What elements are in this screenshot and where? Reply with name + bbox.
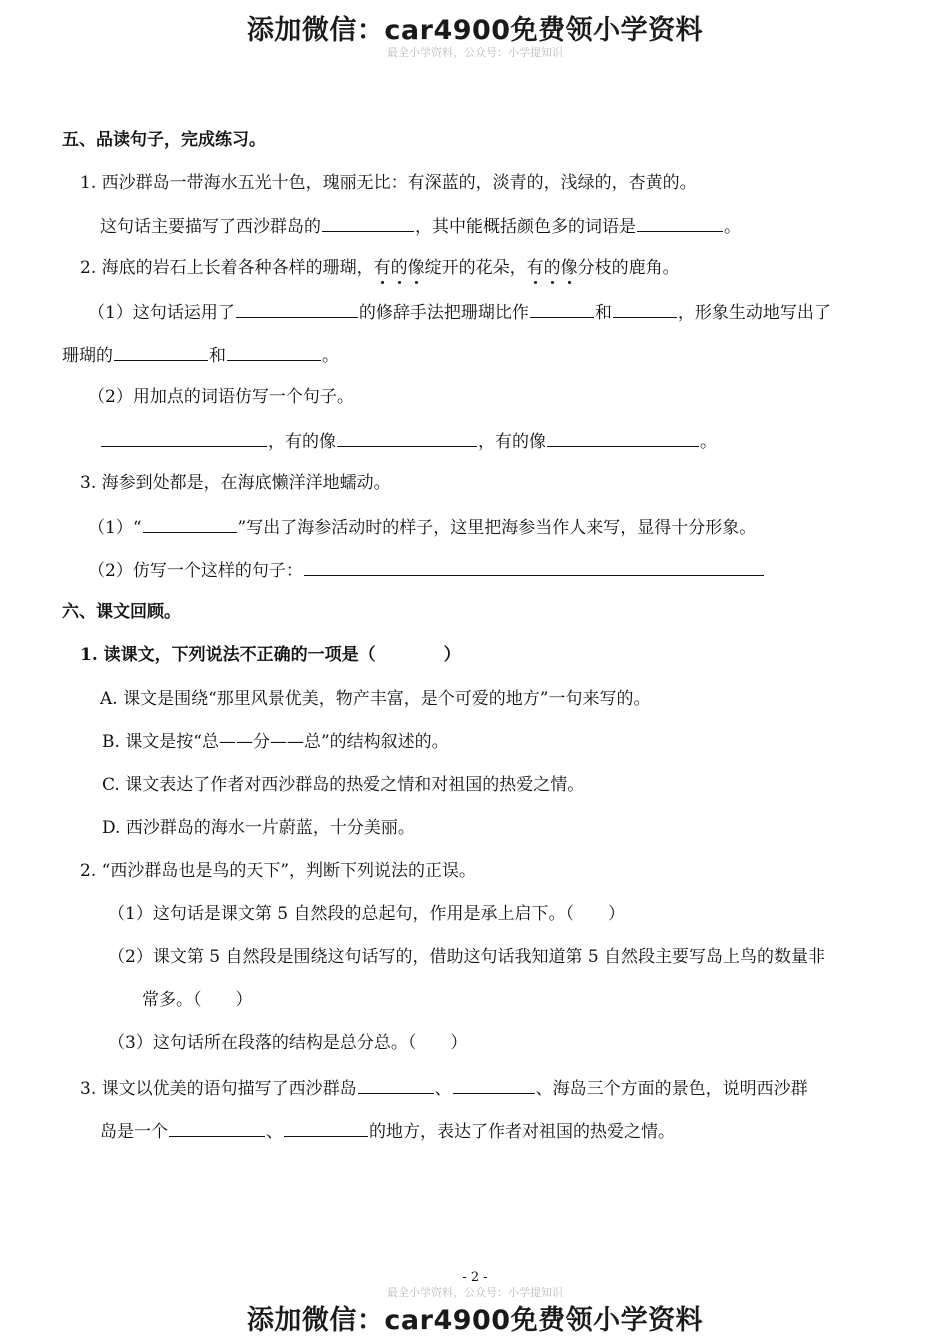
text: 的修辞手法把珊瑚比作 xyxy=(358,303,529,323)
dotted-word: 有的像 xyxy=(373,258,425,278)
answer-blank[interactable] xyxy=(284,1118,368,1137)
answer-blank[interactable] xyxy=(547,428,699,447)
s5-q3-1 xyxy=(88,514,756,540)
text: 的地方，表达了作者对祖国的热爱之情。 xyxy=(369,1122,675,1142)
footer-faint-text: 最全小学资料，公众号：小学提知识 xyxy=(387,1286,563,1299)
answer-blank[interactable] xyxy=(613,299,677,318)
text: 分枝的鹿角。 xyxy=(577,258,680,278)
answer-blank[interactable] xyxy=(236,299,358,318)
section5-title: 五、品读句子，完成练习。 xyxy=(62,130,266,150)
text: 这句话主要描写了西沙群岛的 xyxy=(100,217,321,237)
text: ，其中能概括颜色多的词语是 xyxy=(415,217,636,237)
text: ，有的像 xyxy=(478,432,546,452)
section6-title: 六、课文回顾。 xyxy=(62,602,181,622)
text: （1）这句话运用了 xyxy=(88,303,235,323)
text: ”写出了海参活动时的样子，这里把海参当作人来写，显得十分形象。 xyxy=(237,518,757,538)
text: 3. 课文以优美的语句描写了西沙群岛 xyxy=(80,1079,357,1099)
s6-q1-option-a[interactable]: A. 课文是围绕“那里风景优美，物产丰富，是个可爱的地方”一句来写的。 xyxy=(100,689,651,709)
s6-q3-cont xyxy=(100,1118,675,1144)
text: 、 xyxy=(434,1079,452,1099)
answer-blank[interactable] xyxy=(337,428,477,447)
s6-q2-2: （2）课文第 5 自然段是围绕这句话写的，借助这句话我知道第 5 自然段主要写岛上鸟的数量非 xyxy=(108,947,826,967)
text: （1）“ xyxy=(88,518,142,538)
dotted-word: 有的像 xyxy=(526,258,578,278)
answer-blank[interactable] xyxy=(227,342,321,361)
s6-q1: 1. 读课文，下列说法不正确的一项是（ ） xyxy=(80,645,461,665)
text: 。 xyxy=(700,432,717,452)
s6-q2-1: （1）这句话是课文第 5 自然段的总起句，作用是承上启下。（ ） xyxy=(108,904,625,924)
answer-blank[interactable] xyxy=(169,1118,265,1137)
s6-q2: 2. “西沙群岛也是鸟的天下”，判断下列说法的正误。 xyxy=(80,861,477,881)
answer-blank[interactable] xyxy=(101,428,267,447)
s6-q1-option-b[interactable]: B. 课文是按“总——分——总”的结构叙述的。 xyxy=(102,732,449,752)
s5-q2-sentence xyxy=(80,256,680,280)
answer-blank[interactable] xyxy=(114,342,208,361)
answer-blank[interactable] xyxy=(358,1075,434,1094)
answer-blank[interactable] xyxy=(637,213,723,232)
text: 、 xyxy=(266,1122,283,1142)
text: 岛是一个 xyxy=(100,1122,168,1142)
s6-q2-3: （3）这句话所在段落的结构是总分总。（ ） xyxy=(108,1033,468,1053)
text: 。 xyxy=(724,217,741,237)
text: ，形象生动地写出了 xyxy=(677,303,831,323)
s6-q3 xyxy=(80,1075,808,1101)
answer-blank[interactable] xyxy=(322,213,414,232)
text: 2. 海底的岩石上长着各种各样的珊瑚， xyxy=(80,258,374,278)
s5-q1-sentence: 1. 西沙群岛一带海水五光十色，瑰丽无比：有深蓝的，淡青的，浅绿的，杏黄的。 xyxy=(80,173,697,193)
answer-blank[interactable] xyxy=(143,514,237,533)
s5-q2-2-answer xyxy=(100,428,717,454)
s5-q1-question xyxy=(100,213,741,239)
header-faint-text: 最全小学资料，公众号：小学提知识 xyxy=(387,46,563,59)
answer-blank[interactable] xyxy=(530,299,594,318)
s6-q2-2-cont: 常多。（ ） xyxy=(142,990,253,1010)
s5-q3-2 xyxy=(88,557,765,583)
s5-q3-sentence: 3. 海参到处都是，在海底懒洋洋地蠕动。 xyxy=(80,473,391,493)
bottom-watermark: 添加微信：car4900免费领小学资料 xyxy=(246,1305,704,1336)
text: ，有的像 xyxy=(268,432,336,452)
text: 绽开的花朵， xyxy=(424,258,527,278)
s5-q2-1 xyxy=(88,299,831,325)
text: （2）仿写一个这样的句子： xyxy=(88,561,303,581)
text: 、海岛三个方面的景色，说明西沙群 xyxy=(535,1079,808,1099)
text: 和 xyxy=(209,346,226,366)
text: 和 xyxy=(594,303,612,323)
page-number: - 2 - xyxy=(462,1270,488,1285)
text: 珊瑚的 xyxy=(62,346,113,366)
s5-q2-2: （2）用加点的词语仿写一个句子。 xyxy=(88,387,354,407)
s6-q1-option-d[interactable]: D. 西沙群岛的海水一片蔚蓝，十分美丽。 xyxy=(102,818,415,838)
answer-blank[interactable] xyxy=(453,1075,535,1094)
s6-q1-option-c[interactable]: C. 课文表达了作者对西沙群岛的热爱之情和对祖国的热爱之情。 xyxy=(102,775,585,795)
top-watermark: 添加微信：car4900免费领小学资料 xyxy=(246,15,704,46)
text: 。 xyxy=(322,346,339,366)
answer-blank[interactable] xyxy=(304,557,764,576)
s5-q2-1-cont xyxy=(62,342,339,368)
